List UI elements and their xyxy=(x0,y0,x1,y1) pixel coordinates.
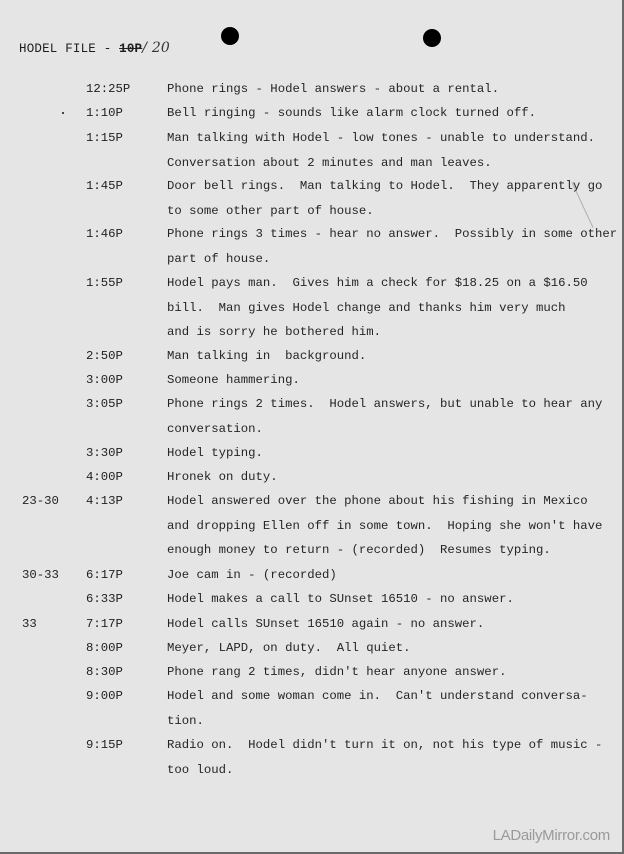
log-entry xyxy=(0,441,620,466)
entry-text xyxy=(167,587,617,612)
header-label: HODEL FILE - xyxy=(19,42,120,56)
log-entry xyxy=(0,563,620,588)
entry-text xyxy=(167,441,617,466)
entry-time: 8:00P xyxy=(86,641,123,655)
log-entry xyxy=(0,174,620,223)
log-entry xyxy=(0,733,620,782)
entry-text xyxy=(167,660,617,685)
entry-text xyxy=(167,174,617,223)
entry-line: Door bell rings. Man talking to Hodel. They apparently go xyxy=(167,179,603,193)
entry-line: too loud. xyxy=(167,762,234,777)
entry-time: 6:33P xyxy=(86,592,123,606)
entry-text xyxy=(167,733,617,782)
entry-time: 3:05P xyxy=(86,397,123,411)
entry-time: 7:17P xyxy=(86,617,123,631)
entry-reference: 30-33 xyxy=(22,568,59,582)
entry-reference: 23-30 xyxy=(22,494,59,508)
entry-text xyxy=(167,392,617,441)
log-entry xyxy=(0,612,620,637)
entry-line: and is sorry he bothered him. xyxy=(167,325,382,339)
entry-text xyxy=(167,612,617,637)
entry-time: 9:15P xyxy=(86,738,123,752)
entry-time: 12:25P xyxy=(86,82,131,96)
log-entry xyxy=(0,684,620,733)
entry-text xyxy=(167,368,617,393)
entry-line: bill. Man gives Hodel change and thanks him very much xyxy=(167,300,566,315)
entry-line: Bell ringing - sounds like alarm clock turned off. xyxy=(167,106,536,120)
entry-line: tion. xyxy=(167,713,204,728)
handwritten-page-number: / 20 xyxy=(142,40,171,56)
entry-time: 1:45P xyxy=(86,179,123,193)
entry-line: Man talking with Hodel - low tones - unable to understand. xyxy=(167,131,596,145)
entry-text xyxy=(167,563,617,588)
log-entry xyxy=(0,636,620,661)
log-entry xyxy=(0,126,620,175)
entry-line: Hodel makes a call to SUnset 16510 - no answer. xyxy=(167,592,514,606)
entry-text xyxy=(167,684,617,733)
entry-text xyxy=(167,465,617,490)
entry-time: 1:15P xyxy=(86,131,123,145)
entry-text xyxy=(167,636,617,661)
entry-line: Hodel calls SUnset 16510 again - no answer. xyxy=(167,617,485,631)
punch-hole-right xyxy=(423,29,441,47)
entry-time: 2:50P xyxy=(86,349,123,363)
entry-line: Hronek on duty. xyxy=(167,470,278,484)
entry-text xyxy=(167,271,617,345)
entry-line: Phone rings 3 times - hear no answer. Possibly in some other xyxy=(167,227,618,241)
entry-time: 8:30P xyxy=(86,665,123,679)
log-entry xyxy=(0,465,620,490)
struck-page-number: 10P xyxy=(119,42,143,56)
log-entry xyxy=(0,368,620,393)
entry-line: Hodel pays man. Gives him a check for $18.25 on a $16.50 xyxy=(167,276,588,290)
log-entry xyxy=(0,271,620,345)
entry-line: conversation. xyxy=(167,421,263,436)
log-entry xyxy=(0,660,620,685)
punch-hole-left xyxy=(221,27,239,45)
entry-time: 1:46P xyxy=(86,227,123,241)
entry-time: 9:00P xyxy=(86,689,123,703)
log-entry xyxy=(0,392,620,441)
entry-time: 4:13P xyxy=(86,494,123,508)
entry-line: Phone rings - Hodel answers - about a rental. xyxy=(167,82,500,96)
entry-text xyxy=(167,222,617,271)
entry-text xyxy=(167,126,617,175)
entry-line: to some other part of house. xyxy=(167,203,374,218)
entry-text xyxy=(167,101,617,126)
entry-time: 1:55P xyxy=(86,276,123,290)
log-entry xyxy=(0,77,620,102)
log-entry xyxy=(0,489,620,563)
handwritten-number-value: 20 xyxy=(151,40,171,56)
entry-line: and dropping Ellen off in some town. Hoping she won't have xyxy=(167,518,603,533)
log-entry xyxy=(0,101,620,126)
entry-time: 3:30P xyxy=(86,446,123,460)
entry-line: Hodel typing. xyxy=(167,446,263,460)
entry-text xyxy=(167,489,617,563)
entry-line: Conversation about 2 minutes and man leaves. xyxy=(167,155,492,170)
entry-line: Joe cam in - (recorded) xyxy=(167,568,337,582)
file-header xyxy=(19,40,170,56)
entry-line: Meyer, LAPD, on duty. All quiet. xyxy=(167,641,411,655)
entry-line: enough money to return - (recorded) Resumes typing. xyxy=(167,543,551,557)
entry-line: Phone rings 2 times. Hodel answers, but unable to hear any xyxy=(167,397,603,411)
entry-line: Someone hammering. xyxy=(167,373,300,387)
entry-line: Hodel answered over the phone about his fishing in Mexico xyxy=(167,494,588,508)
entry-time: 1:10P xyxy=(86,106,123,120)
log-entry xyxy=(0,222,620,271)
entry-time: 4:00P xyxy=(86,470,123,484)
entry-line: Phone rang 2 times, didn't hear anyone answer. xyxy=(167,665,507,679)
entry-time: 3:00P xyxy=(86,373,123,387)
entry-line: Hodel and some woman come in. Can't understand conversa- xyxy=(167,689,588,703)
entry-line: Radio on. Hodel didn't turn it on, not his type of music - xyxy=(167,738,603,752)
log-entry xyxy=(0,344,620,369)
entry-line: part of house. xyxy=(167,251,271,266)
log-entry xyxy=(0,587,620,612)
entry-line: Man talking in background. xyxy=(167,349,367,363)
entry-text xyxy=(167,77,617,102)
entry-text xyxy=(167,344,617,369)
entry-reference: 33 xyxy=(22,617,37,631)
entry-time: 6:17P xyxy=(86,568,123,582)
watermark: LADailyMirror.com xyxy=(492,827,610,844)
